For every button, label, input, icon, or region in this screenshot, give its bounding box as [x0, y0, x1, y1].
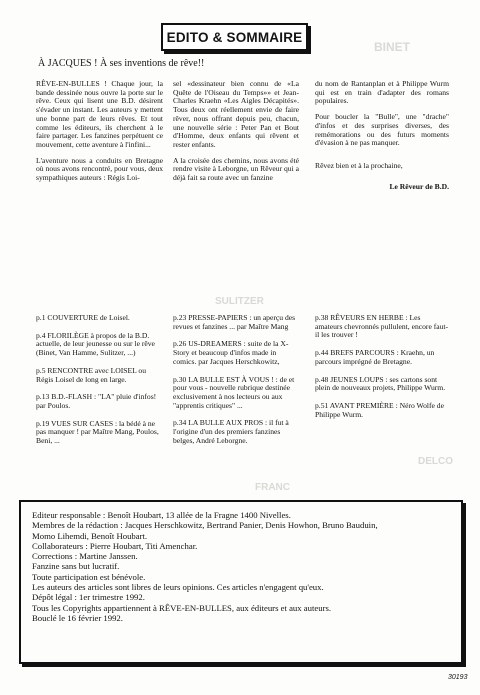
editorial-paragraph: Rêvez bien et à la prochaine, [315, 160, 403, 170]
credits-line: Les auteurs des articles sont libres de leurs opinions. Ces articles n'engagent qu'eux. [32, 582, 324, 593]
credits-line: Editeur responsable : Benoît Houbart, 13 allée de la Fragne 1400 Nivelles. [32, 510, 291, 520]
page-title: EDITO & SOMMAIRE [161, 23, 308, 51]
contents-item: p.48 JEUNES LOUPS : ses cartons sont plein de nouveaux projets, Philippe Wurm. [315, 374, 446, 393]
credits-line: Corrections : Martine Janssen. [32, 551, 138, 562]
contents-item: p.19 VUES SUR CASES : la bédé à ne pas manquer ! par Maître Mang, Poulos, Beni, ... [36, 418, 159, 446]
contents-column-1 [36, 314, 162, 455]
contents-column-2 [173, 314, 299, 454]
contents-column-3 [315, 314, 449, 428]
contents-item: p.51 AVANT PREMIÈRE : Néro Wolfe de Philippe Wurm. [315, 400, 444, 419]
credits-line: Toute participation est bénévole. [32, 571, 146, 582]
contents-item: p.5 RENCONTRE avec LOISEL ou Régis Loisel de long en large. [36, 365, 147, 384]
intro-line: À JACQUES ! À ses inventions de rêve!! [38, 58, 205, 69]
editorial-column-3 [315, 80, 449, 198]
editorial-paragraph: A la croisée des chemins, nous avons été rendre visite à Leborgne, un Rêveur qui a déjà fait sa route avec un fanzine [173, 155, 299, 183]
editorial-column-2 [173, 80, 299, 190]
editorial-paragraph: du nom de Rantanplan et à Philippe Wurm qui est en train d'adapter des romans populaires. [315, 79, 449, 106]
contents-item: p.26 US-DREAMERS : suite de la X-Story et beaucoup d'infos made in comics. par Jacques Herschkowitz, [173, 339, 289, 366]
ghost-text-bottom: FRANC [255, 482, 290, 493]
contents-item: p.44 BREFS PARCOURS : Kraehn, un parcours imprégné de Bretagne. [315, 348, 435, 366]
credits-line: Collaborateurs : Pierre Houbart, Titi Amenchar. [32, 540, 198, 551]
contents-item: p.30 LA BULLE EST À VOUS ! : de et pour vous - nouvelle rubrique destinée exclusivement à nos lecteurs ou aux "apprentis critiques" ... [173, 374, 295, 410]
credits-text [32, 510, 452, 623]
contents-item: p.4 FLORILÈGE à propos de la B.D. actuelle, de leur jeunesse ou sur le rêve (Binet, Van Hamme, Sulitzer, ...) [36, 330, 155, 358]
ghost-text-right: DELCO [418, 456, 453, 467]
contents-item: p.23 PRESSE-PAPIERS : un aperçu des revues et fanzines ... par Maître Mang [173, 313, 296, 331]
credits-line: Tous les Copyrights appartiennent à RÊVE-EN-BULLES, aux éditeurs et aux auteurs. [32, 602, 332, 613]
ghost-text-left: BINET [374, 40, 410, 54]
credits-line: Momo Lihemdi, Benoît Houbart. [32, 530, 148, 541]
editorial-paragraph: RÊVE-EN-BULLES ! Chaque jour, la bande dessinée nous ouvre la porte sur le rêve. Ceux qui lisent une B.D. désirent s'évader un instant. Les auteurs y mettent une bonne part de leurs rêves. Et tout comme les éditeurs, ils cherchent à le faire partager. Les fanzines perpétuent ce mouvement, cette aventure à l'infini... [36, 79, 163, 149]
contents-item: p.38 RÊVEURS EN HERBE : Les amateurs chevronnés pullulent, encore faut-il les trouver ! [315, 313, 449, 340]
editorial-signature: Le Rêveur de B.D. [389, 181, 449, 191]
contents-item: p.1 COUVERTURE de Loisel. [36, 313, 130, 322]
editorial-paragraph: Pour boucler la "Bulle", une "drache" d'infos et des surprises diverses, des remémorations ou des futurs moments d'évasion à ne pas manquer. [315, 112, 449, 148]
credits-line: Membres de la rédaction : Jacques Herschkowitz, Bertrand Panier, Denis Howhon, Bruno Bauduin, [32, 520, 378, 531]
credits-line: Dépôt légal : 1er trimestre 1992. [32, 592, 145, 603]
editorial-paragraph: sel «dessinateur bien connu de «La Quête de l'Oiseau du Temps»» et Jean-Charles Kraehn «Les Aigles Décapités». Tous deux ont réellement envie de faire rêver, nous offrant depuis peu, chacun, une nouvelle série : Peter Pan et Bout d'Homme, deux enfants qui rêvent et rester enfants. [173, 79, 299, 149]
editorial-column-1 [36, 80, 163, 190]
contents-item: p.34 LA BULLE AUX PROS : il fut à l'origine d'un des premiers fanzines belges, André Leborgne. [173, 418, 289, 445]
credits-line: Bouclé le 16 février 1992. [32, 612, 123, 623]
editorial-paragraph: L'aventure nous a conduits en Bretagne où nous avons rencontré, pour vous, deux sympathiques auteurs : Régis Loi- [36, 155, 163, 183]
credits-line: Fanzine sans but lucratif. [32, 561, 120, 572]
contents-item: p.13 B.D.-FLASH : "LA" pluie d'infos! par Poulos. [36, 392, 157, 410]
ghost-text-mid: SULITZER [215, 296, 264, 307]
archive-stamp: 30193 [448, 674, 468, 681]
